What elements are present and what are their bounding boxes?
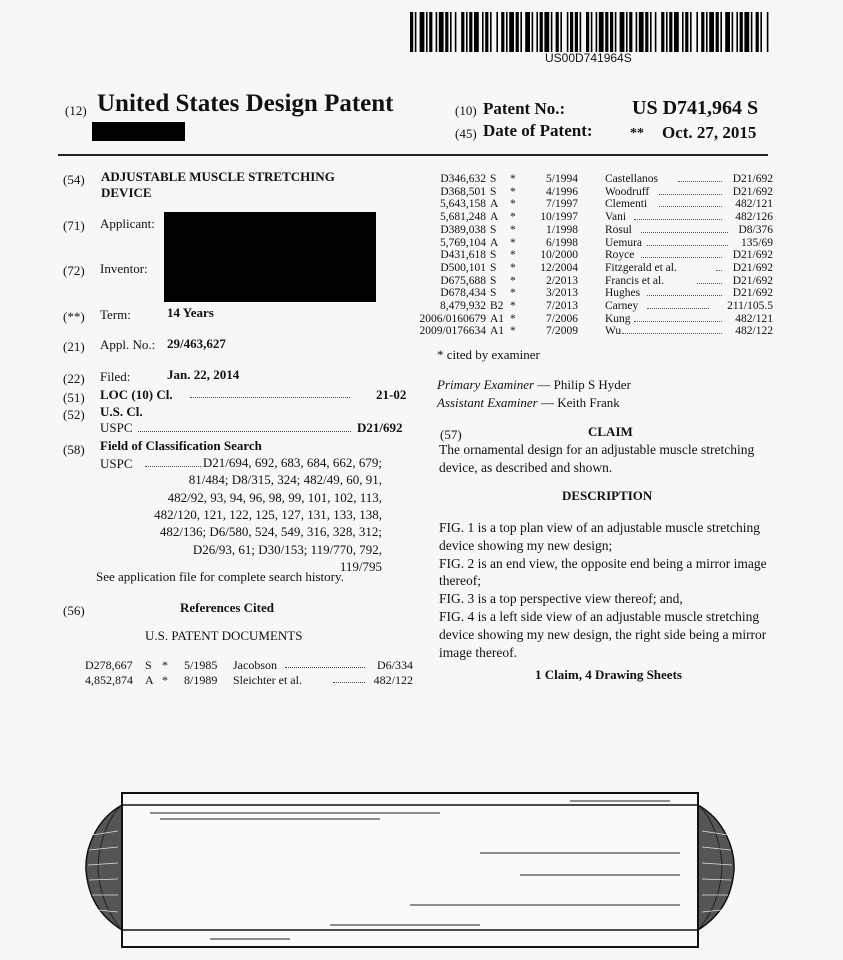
figure-reference: FIG. 3 bbox=[439, 591, 475, 607]
description-line-text: device showing my new design; bbox=[439, 537, 613, 553]
barcode-bar bbox=[420, 12, 425, 52]
citation-class: 482/121 bbox=[735, 198, 773, 211]
citation-name: Wu bbox=[605, 325, 622, 338]
code-72: (72) bbox=[63, 263, 85, 278]
citation-date: 7/2009 bbox=[546, 325, 578, 338]
barcode-bar bbox=[570, 12, 573, 52]
description-line bbox=[439, 608, 759, 626]
loc-class-label: LOC (10) Cl. bbox=[100, 387, 173, 402]
barcode-bar bbox=[736, 12, 738, 52]
claims-sheets-count: 1 Claim, 4 Drawing Sheets bbox=[535, 667, 682, 682]
citation-row bbox=[405, 262, 773, 274]
citation-star: * bbox=[510, 198, 516, 211]
barcode-bar bbox=[682, 12, 684, 52]
code-45: (45) bbox=[455, 126, 477, 141]
citation-name: Clementi bbox=[605, 198, 648, 211]
barcode-graphic bbox=[410, 12, 770, 52]
description-line bbox=[439, 519, 760, 537]
barcode-bar bbox=[740, 12, 743, 52]
code-52: (52) bbox=[63, 407, 85, 422]
filed-label: Filed: bbox=[100, 369, 131, 384]
description-line bbox=[439, 644, 517, 662]
ref-name: Jacobson bbox=[233, 658, 277, 672]
drawing-left-end-cap bbox=[86, 805, 122, 930]
barcode-bar bbox=[560, 12, 562, 52]
citation-leader bbox=[641, 232, 729, 233]
field-of-search-line: 482/120, 121, 122, 125, 127, 131, 133, 138, bbox=[154, 506, 382, 522]
code-51: (51) bbox=[63, 390, 85, 405]
citation-date: 7/2013 bbox=[546, 300, 578, 312]
reference-row bbox=[85, 658, 415, 672]
barcode-bar bbox=[629, 12, 632, 52]
assistant-examiner-label: Assistant Examiner bbox=[437, 395, 538, 410]
date-asterisks: ** bbox=[630, 126, 644, 141]
citation-star: * bbox=[510, 236, 516, 249]
field-of-search-line: D26/93, 61; D30/153; 119/770, 792, bbox=[192, 541, 382, 557]
ref-leader bbox=[285, 667, 365, 668]
citation-leader bbox=[647, 295, 722, 296]
drawing-main-body bbox=[122, 793, 698, 947]
description-line-text: is a top perspective view thereof; and, bbox=[474, 591, 683, 607]
term-label: Term: bbox=[100, 307, 131, 322]
barcode-bar bbox=[575, 12, 578, 52]
code-22: (22) bbox=[63, 371, 85, 386]
ref-class: 482/122 bbox=[373, 673, 413, 687]
field-uspc-leader bbox=[145, 466, 201, 467]
drawing-right-end-cap bbox=[698, 805, 734, 930]
barcode-bar bbox=[636, 12, 638, 52]
citation-name: Vani bbox=[605, 211, 627, 224]
figure-reference: FIG. 4 bbox=[439, 609, 475, 624]
barcode-bar bbox=[706, 12, 708, 52]
field-search-label: Field of Classification Search bbox=[100, 438, 262, 453]
citation-kind: A1 bbox=[490, 325, 505, 338]
citation-class: D21/692 bbox=[732, 185, 773, 198]
code-21: (21) bbox=[63, 339, 85, 354]
ref-leader bbox=[333, 682, 365, 683]
citation-class: D21/692 bbox=[732, 274, 773, 287]
barcode-bar bbox=[445, 12, 448, 52]
citation-kind: B2 bbox=[490, 300, 504, 312]
barcode-bar bbox=[450, 12, 452, 52]
date-of-patent-label: Date of Patent: bbox=[483, 121, 593, 140]
header-rule bbox=[58, 154, 768, 156]
citation-number: D368,501 bbox=[440, 185, 486, 198]
citation-star: * bbox=[510, 325, 516, 338]
figure-reference: FIG. 2 bbox=[439, 555, 475, 571]
citation-date: 12/2004 bbox=[540, 261, 578, 274]
citation-row bbox=[405, 249, 773, 261]
citation-date: 7/2006 bbox=[546, 312, 578, 325]
uspc-label: USPC bbox=[100, 420, 133, 435]
see-application-note: See application file for complete search history. bbox=[96, 569, 344, 584]
barcode-bar bbox=[556, 12, 559, 52]
barcode-bar bbox=[567, 12, 569, 52]
citation-date: 10/1997 bbox=[540, 211, 578, 224]
citation-leader bbox=[622, 333, 722, 334]
document-type-title: United States Design Patent bbox=[97, 90, 394, 117]
redacted-inventor-name bbox=[92, 122, 185, 141]
code-57: (57) bbox=[440, 427, 462, 442]
citation-row bbox=[405, 275, 773, 287]
citation-row bbox=[405, 237, 773, 249]
citation-leader bbox=[634, 219, 721, 220]
description-line-text: image thereof. bbox=[439, 644, 517, 660]
barcode-bar bbox=[536, 12, 538, 52]
citation-name: Castellanos bbox=[605, 173, 659, 185]
barcode-bar bbox=[596, 12, 598, 52]
ref-number: 4,852,874 bbox=[85, 673, 133, 687]
barcode-bar bbox=[580, 12, 582, 52]
description-line bbox=[439, 555, 767, 573]
uspc-leader bbox=[138, 431, 351, 432]
primary-examiner bbox=[437, 377, 631, 393]
citation-star: * bbox=[510, 249, 516, 262]
loc-class-value: 21-02 bbox=[376, 387, 407, 402]
citation-kind: A1 bbox=[490, 312, 505, 325]
barcode-bar bbox=[605, 12, 608, 52]
barcode-bar bbox=[666, 12, 668, 52]
citation-class: D21/692 bbox=[732, 173, 773, 185]
citation-date: 5/1994 bbox=[546, 173, 578, 185]
ref-star: * bbox=[162, 673, 168, 687]
barcode-bar bbox=[426, 12, 428, 52]
uspc-value: D21/692 bbox=[357, 420, 403, 435]
citation-kind: S bbox=[490, 274, 497, 287]
date-of-patent: Oct. 27, 2015 bbox=[662, 123, 757, 142]
citation-leader bbox=[716, 270, 721, 271]
citation-row bbox=[405, 325, 773, 337]
description-title: DESCRIPTION bbox=[562, 488, 653, 503]
field-uspc-label: USPC bbox=[100, 456, 133, 471]
barcode-bar bbox=[751, 12, 753, 52]
citation-date: 2/2013 bbox=[546, 274, 578, 287]
barcode-bar bbox=[544, 12, 549, 52]
citation-leader bbox=[697, 283, 721, 284]
citation-row bbox=[405, 198, 773, 210]
citation-name: Carney bbox=[605, 300, 639, 312]
barcode-bar bbox=[516, 12, 519, 52]
barcode-bar bbox=[744, 12, 749, 52]
barcode-bar bbox=[645, 12, 648, 52]
barcode-bar bbox=[436, 12, 438, 52]
loc-leader bbox=[190, 397, 350, 398]
citation-leader bbox=[647, 308, 709, 309]
appl-no-label: Appl. No.: bbox=[100, 337, 156, 352]
citation-number: D346,632 bbox=[440, 173, 486, 185]
design-drawing-figure bbox=[80, 775, 770, 955]
citation-number: 5,643,158 bbox=[440, 198, 486, 211]
patent-number-label: Patent No.: bbox=[483, 99, 566, 118]
citation-row bbox=[405, 300, 773, 312]
barcode-bar bbox=[586, 12, 589, 52]
reference-row bbox=[85, 673, 415, 687]
citation-leader bbox=[647, 245, 728, 246]
citation-kind: A bbox=[490, 236, 499, 249]
citation-star: * bbox=[510, 223, 516, 236]
citation-number: 2006/0160679 bbox=[419, 312, 486, 325]
primary-examiner-name: — Philip S Hyder bbox=[537, 377, 631, 392]
barcode-bar bbox=[415, 12, 417, 52]
references-cited-title: References Cited bbox=[180, 600, 274, 615]
title-line-2: DEVICE bbox=[101, 185, 152, 200]
citation-number: D431,618 bbox=[440, 249, 486, 262]
primary-examiner-label: Primary Examiner bbox=[437, 377, 535, 392]
barcode-bar bbox=[532, 12, 534, 52]
citation-leader bbox=[659, 194, 721, 195]
barcode-bar bbox=[690, 12, 692, 52]
citation-name: Royce bbox=[605, 249, 635, 262]
filed-value: Jan. 22, 2014 bbox=[167, 367, 240, 382]
citation-class: D21/692 bbox=[732, 287, 773, 300]
barcode-bar bbox=[610, 12, 613, 52]
ref-kind: S bbox=[145, 658, 152, 672]
ref-star: * bbox=[162, 658, 168, 672]
description-line-text: is a top plan view of an adjustable muscle stretching bbox=[474, 520, 760, 535]
code-58: (58) bbox=[63, 442, 85, 457]
citation-star: * bbox=[510, 287, 516, 300]
barcode-number: US00D741964S bbox=[545, 51, 632, 65]
citation-class: D21/692 bbox=[732, 249, 773, 262]
description-line-text: thereof; bbox=[439, 573, 481, 589]
field-of-search-line: 119/795 bbox=[339, 558, 382, 574]
field-of-search-line: D21/694, 692, 683, 684, 662, 679; bbox=[202, 455, 382, 470]
term-value: 14 Years bbox=[167, 305, 214, 320]
citation-class: D8/376 bbox=[738, 223, 773, 236]
barcode-bar bbox=[696, 12, 698, 52]
code-71: (71) bbox=[63, 218, 85, 233]
ref-name: Sleichter et al. bbox=[233, 673, 302, 687]
applicant-label: Applicant: bbox=[100, 216, 155, 231]
field-of-search-line: 482/136; D6/580, 524, 549, 316, 328, 312; bbox=[159, 524, 382, 540]
citation-class: 211/105.5 bbox=[727, 300, 773, 312]
barcode-bar bbox=[496, 12, 498, 52]
code-56: (56) bbox=[63, 603, 85, 618]
description-line-text: device showing my new design, the right side being a mirror bbox=[439, 626, 767, 642]
claim-line: device, as described and shown. bbox=[439, 460, 613, 475]
us-cl-label: U.S. Cl. bbox=[100, 404, 143, 419]
description-line bbox=[439, 590, 683, 608]
barcode-bar bbox=[485, 12, 488, 52]
description-line-text: is a left side view of an adjustable muscle stretching bbox=[474, 609, 760, 624]
barcode-bar bbox=[439, 12, 444, 52]
barcode-bar bbox=[540, 12, 543, 52]
citation-kind: S bbox=[490, 185, 497, 198]
citation-star: * bbox=[510, 173, 516, 185]
barcode-bar bbox=[490, 12, 492, 52]
citation-star: * bbox=[510, 312, 516, 325]
citation-row bbox=[405, 313, 773, 325]
citation-star: * bbox=[510, 211, 516, 224]
citation-row bbox=[405, 173, 773, 185]
barcode-bar bbox=[474, 12, 479, 52]
barcode-bar bbox=[655, 12, 657, 52]
citation-date: 6/1998 bbox=[546, 236, 578, 249]
barcode-bar bbox=[469, 12, 472, 52]
citation-name: Francis et al. bbox=[605, 274, 665, 287]
citation-kind: S bbox=[490, 249, 497, 262]
citation-leader bbox=[634, 321, 721, 322]
ref-number: D278,667 bbox=[85, 658, 133, 672]
field-of-search-line: 81/484; D8/315, 324; 482/49, 60, 91, bbox=[188, 472, 382, 488]
patent-number: US D741,964 S bbox=[632, 97, 759, 119]
barcode-bar bbox=[591, 12, 593, 52]
barcode-bar bbox=[455, 12, 457, 52]
citation-number: 5,769,104 bbox=[440, 236, 486, 249]
citation-class: 482/121 bbox=[735, 312, 773, 325]
barcode-bar bbox=[599, 12, 604, 52]
field-of-search-line: 482/92, 93, 94, 96, 98, 99, 101, 102, 113, bbox=[167, 489, 382, 505]
barcode-bar bbox=[525, 12, 530, 52]
description-line bbox=[439, 537, 612, 555]
citation-number: D678,434 bbox=[440, 287, 486, 300]
description-line-text: is an end view, the opposite end being a mirror image bbox=[474, 555, 767, 571]
barcode-bar bbox=[639, 12, 644, 52]
citation-number: 2009/0176634 bbox=[419, 325, 486, 338]
citation-star: * bbox=[510, 274, 516, 287]
barcode-bar bbox=[720, 12, 722, 52]
citation-star: * bbox=[510, 300, 516, 312]
code-12: (12) bbox=[65, 103, 87, 118]
claim-title: CLAIM bbox=[588, 424, 633, 439]
citation-name: Uemura bbox=[605, 236, 643, 249]
appl-no-value: 29/463,627 bbox=[167, 336, 226, 351]
ref-date: 8/1989 bbox=[184, 673, 218, 687]
citation-date: 1/1998 bbox=[546, 223, 578, 236]
citation-kind: S bbox=[490, 261, 497, 274]
citation-star: * bbox=[510, 261, 516, 274]
citation-name: Hughes bbox=[605, 287, 641, 300]
code-54: (54) bbox=[63, 172, 85, 187]
citation-number: D675,688 bbox=[440, 274, 486, 287]
cited-by-examiner-note: * cited by examiner bbox=[437, 347, 540, 362]
citation-class: 135/69 bbox=[741, 236, 773, 249]
barcode-bar bbox=[650, 12, 652, 52]
citation-number: 5,681,248 bbox=[440, 211, 486, 224]
citation-date: 7/1997 bbox=[546, 198, 578, 211]
citation-leader bbox=[678, 181, 721, 182]
barcode-bar bbox=[701, 12, 704, 52]
assistant-examiner-name: — Keith Frank bbox=[541, 395, 620, 410]
citation-class: D21/692 bbox=[732, 261, 773, 274]
us-patent-documents-title: U.S. PATENT DOCUMENTS bbox=[145, 628, 303, 643]
barcode-bar bbox=[429, 12, 432, 52]
citation-kind: S bbox=[490, 287, 497, 300]
barcode-bar bbox=[716, 12, 719, 52]
citation-row bbox=[405, 224, 773, 236]
barcode-bar bbox=[615, 12, 617, 52]
citation-leader bbox=[641, 257, 722, 258]
citation-date: 3/2013 bbox=[546, 287, 578, 300]
citation-kind: A bbox=[490, 211, 499, 224]
barcode-bar bbox=[767, 12, 769, 52]
citation-row bbox=[405, 211, 773, 223]
barcode-bar bbox=[626, 12, 628, 52]
barcode-bar bbox=[732, 12, 734, 52]
citation-kind: A bbox=[490, 198, 499, 211]
inventor-label: Inventor: bbox=[100, 261, 148, 276]
figure-reference: FIG. 1 bbox=[439, 520, 475, 535]
code-term: (**) bbox=[63, 309, 85, 324]
barcode-bar bbox=[501, 12, 504, 52]
barcode-bar bbox=[725, 12, 730, 52]
citation-date: 4/1996 bbox=[546, 185, 578, 198]
assistant-examiner bbox=[437, 395, 620, 411]
barcode bbox=[410, 12, 770, 52]
citation-number: 8,479,932 bbox=[440, 300, 486, 312]
citation-kind: S bbox=[490, 223, 497, 236]
barcode-bar bbox=[756, 12, 759, 52]
barcode-bar bbox=[760, 12, 762, 52]
citation-name: Fitzgerald et al. bbox=[605, 261, 677, 274]
citation-class: 482/122 bbox=[735, 325, 773, 338]
citation-number: D389,038 bbox=[440, 223, 486, 236]
barcode-bar bbox=[685, 12, 688, 52]
code-10: (10) bbox=[455, 103, 477, 118]
barcode-bar bbox=[506, 12, 508, 52]
barcode-bar bbox=[466, 12, 468, 52]
barcode-bar bbox=[509, 12, 514, 52]
citation-date: 10/2000 bbox=[540, 249, 578, 262]
barcode-bar bbox=[620, 12, 625, 52]
ref-kind: A bbox=[145, 673, 154, 687]
description-line bbox=[439, 626, 766, 644]
ref-class: D6/334 bbox=[377, 658, 413, 672]
redacted-applicant-inventor bbox=[164, 212, 376, 302]
claim-line: The ornamental design for an adjustable muscle stretching bbox=[439, 442, 755, 457]
citation-kind: S bbox=[490, 173, 497, 185]
barcode-bar bbox=[520, 12, 522, 52]
barcode-bar bbox=[661, 12, 664, 52]
citation-class: 482/126 bbox=[735, 211, 773, 224]
citation-star: * bbox=[510, 185, 516, 198]
barcode-bar bbox=[551, 12, 553, 52]
barcode-bar bbox=[669, 12, 672, 52]
ref-date: 5/1985 bbox=[184, 658, 218, 672]
barcode-bar bbox=[410, 12, 413, 52]
barcode-bar bbox=[461, 12, 464, 52]
citation-name: Rosul bbox=[605, 223, 632, 236]
barcode-bar bbox=[482, 12, 484, 52]
citation-row bbox=[405, 287, 773, 299]
citation-name: Woodruff bbox=[605, 185, 650, 198]
citation-row bbox=[405, 186, 773, 198]
barcode-bar bbox=[709, 12, 714, 52]
title-line-1: ADJUSTABLE MUSCLE STRETCHING bbox=[101, 169, 335, 184]
citation-leader bbox=[659, 206, 721, 207]
description-line bbox=[439, 572, 481, 590]
barcode-bar bbox=[674, 12, 679, 52]
citation-number: D500,101 bbox=[440, 261, 486, 274]
citation-name: Kung bbox=[605, 312, 631, 325]
